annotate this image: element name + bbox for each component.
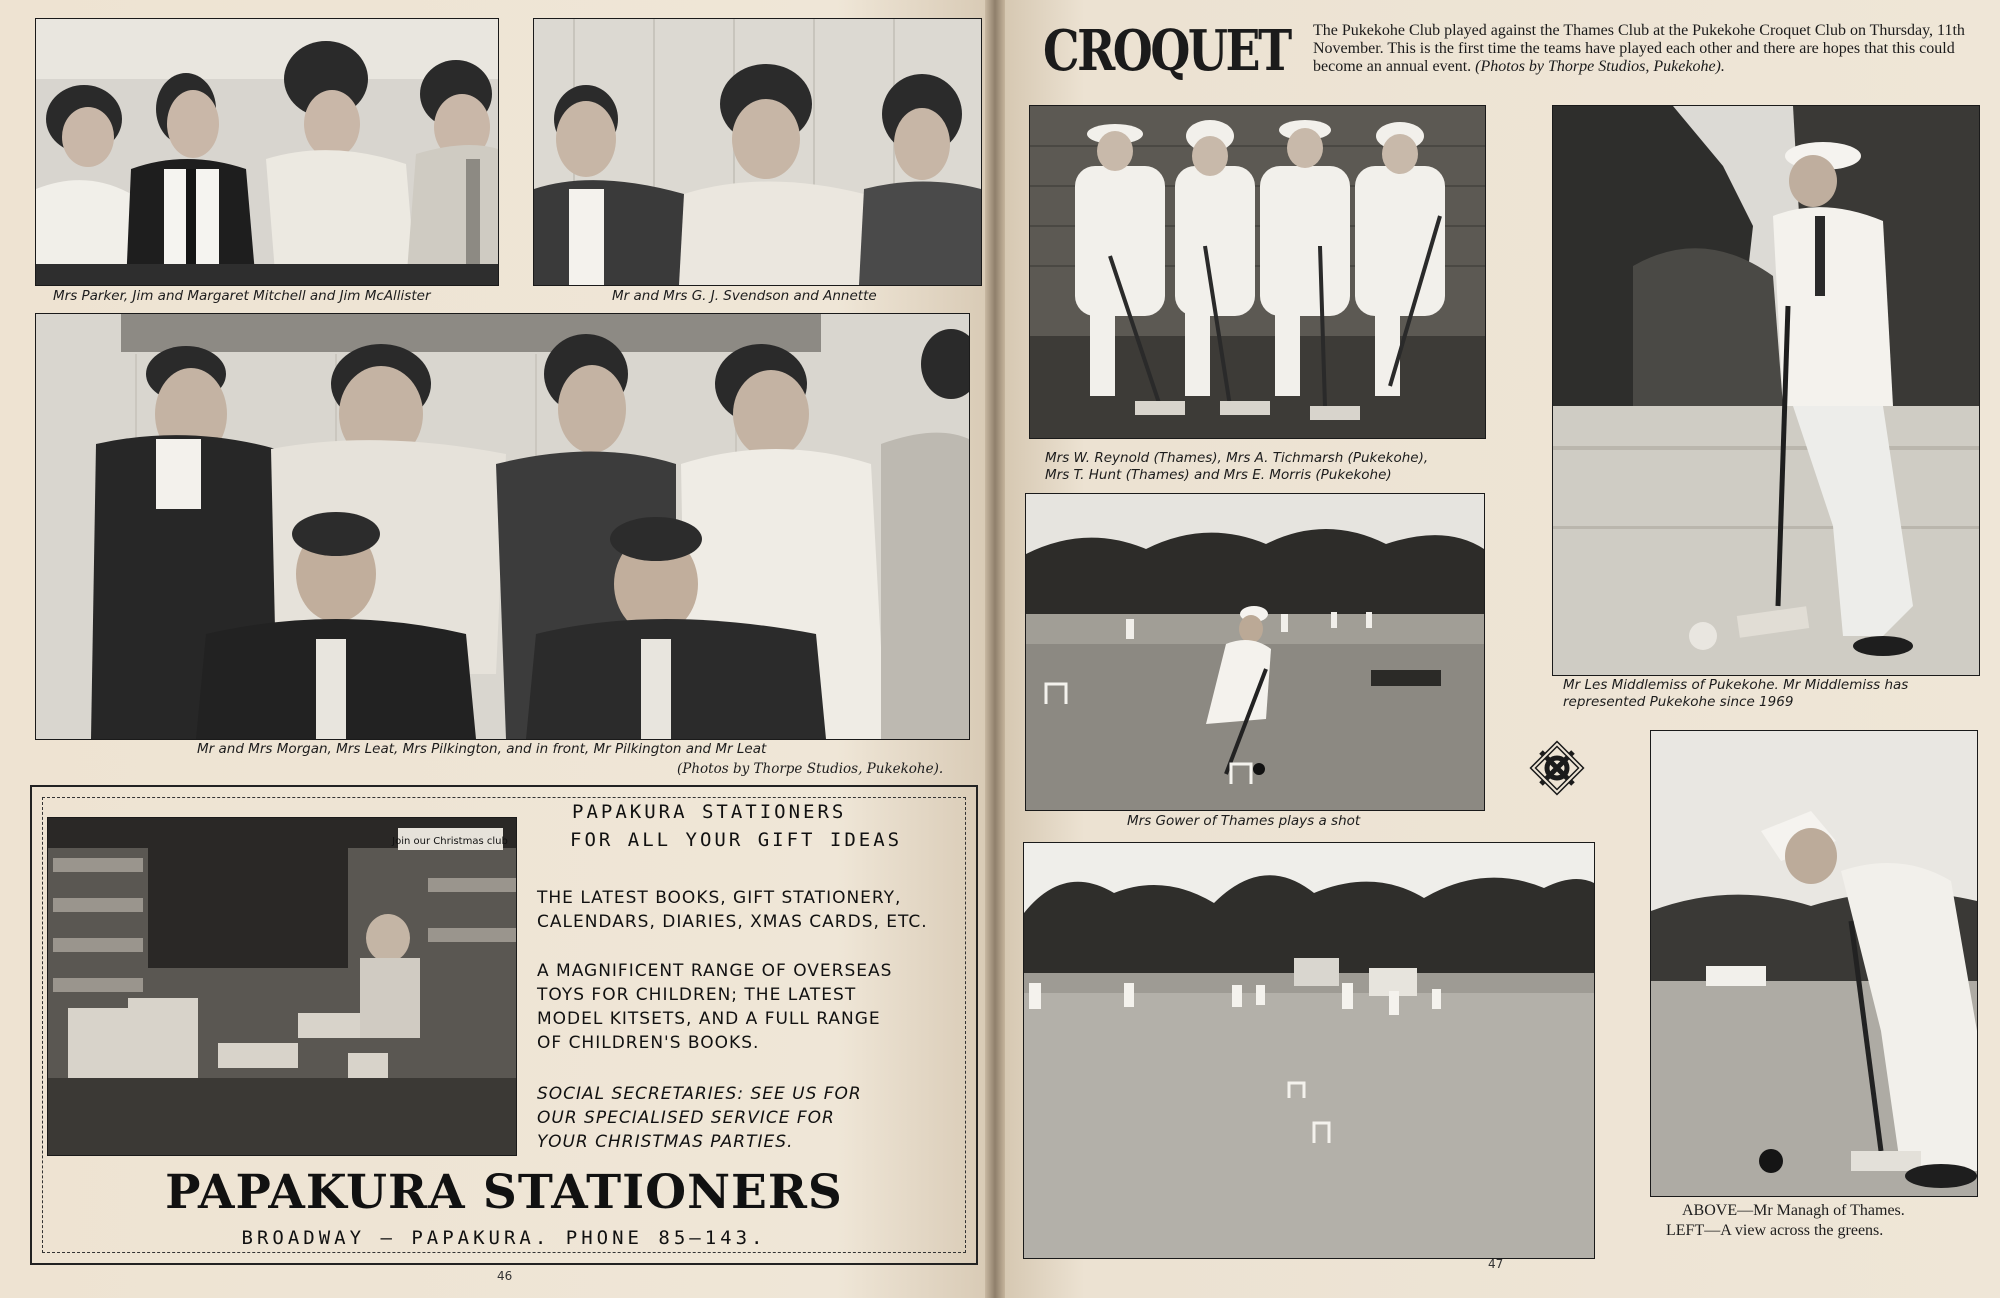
managh-caption-line-1: ABOVE—Mr Managh of Thames. xyxy=(1682,1202,1905,1219)
ad-para-2-line-4: OF CHILDREN'S BOOKS. xyxy=(537,1033,760,1053)
right-page xyxy=(1005,0,2000,1298)
party-photo-1-caption: Mrs Parker, Jim and Margaret Mitchell and Jim McAllister xyxy=(53,288,431,304)
ladies-caption-line-2: Mrs T. Hunt (Thames) and Mrs E. Morris (Pukekohe) xyxy=(1045,467,1392,483)
article-title: CROQUET xyxy=(1043,18,1290,84)
ad-para-2-line-2: TOYS FOR CHILDREN; THE LATEST xyxy=(537,985,857,1005)
gower-caption: Mrs Gower of Thames plays a shot xyxy=(1127,813,1361,829)
middlemiss-photo xyxy=(1552,105,1980,676)
ad-footer-address-phone: BROADWAY — PAPAKURA. PHONE 85–143. xyxy=(241,1227,767,1249)
papakura-stationers-ad xyxy=(30,785,978,1265)
ad-para-3-line-2: OUR SPECIALISED SERVICE FOR xyxy=(537,1108,835,1128)
party-photo-3-caption: Mr and Mrs Morgan, Mrs Leat, Mrs Pilkington, and in front, Mr Pilkington and Mr Leat xyxy=(197,741,767,757)
middlemiss-caption-line-1: Mr Les Middlemiss of Pukekohe. Mr Middlemiss has xyxy=(1563,677,1909,693)
ladies-bench-photo xyxy=(1029,105,1486,439)
party-photo-2-caption: Mr and Mrs G. J. Svendson and Annette xyxy=(612,288,877,304)
page-number-left: 46 xyxy=(497,1269,513,1283)
ad-para-2-line-3: MODEL KITSETS, AND A FULL RANGE xyxy=(537,1009,881,1029)
middlemiss-caption-line-2: represented Pukekohe since 1969 xyxy=(1563,694,1794,710)
party-photo-2 xyxy=(533,18,982,286)
managh-photo xyxy=(1650,730,1978,1197)
page-number-right: 47 xyxy=(1488,1257,1504,1271)
ad-brand-name: PAPAKURA STATIONERS xyxy=(165,1165,843,1220)
party-photo-1 xyxy=(35,18,499,286)
party-photo-3 xyxy=(35,313,970,740)
ladies-caption-line-1: Mrs W. Reynold (Thames), Mrs A. Tichmarsh (Pukekohe), xyxy=(1045,450,1429,466)
managh-caption-line-2: LEFT—A view across the greens. xyxy=(1666,1222,1884,1239)
article-intro xyxy=(1313,22,1988,76)
celtic-knot-icon xyxy=(1529,740,1585,796)
intro-text: The Pukekohe Club played against the Thames Club at the Pukekohe Croquet Club on Thursday, 11th November. This is the first time the teams have played each other and there are hopes that this could become an annual event. xyxy=(1313,22,1965,75)
shop-interior-photo xyxy=(47,817,517,1156)
ad-headline-1: PAPAKURA STATIONERS xyxy=(572,801,847,823)
ad-para-1-line-1: THE LATEST BOOKS, GIFT STATIONERY, xyxy=(537,888,902,908)
ad-para-3-line-1: SOCIAL SECRETARIES: SEE US FOR xyxy=(537,1084,862,1104)
gower-photo xyxy=(1025,493,1485,811)
ad-para-2-line-1: A MAGNIFICENT RANGE OF OVERSEAS xyxy=(537,961,893,981)
ad-para-1-line-2: CALENDARS, DIARIES, XMAS CARDS, ETC. xyxy=(537,912,928,932)
ad-headline-2: FOR ALL YOUR GIFT IDEAS xyxy=(570,829,903,851)
ad-para-3-line-3: YOUR CHRISTMAS PARTIES. xyxy=(537,1132,794,1152)
greens-view-photo xyxy=(1023,842,1595,1259)
intro-photo-credit: (Photos by Thorpe Studios, Pukekohe). xyxy=(1475,58,1725,75)
left-page xyxy=(0,0,985,1298)
spread-gutter xyxy=(985,0,1005,1298)
svg-text:Join our Christmas club: Join our Christmas club xyxy=(392,836,508,847)
party-photo-3-credit: (Photos by Thorpe Studios, Pukekohe). xyxy=(677,761,944,777)
